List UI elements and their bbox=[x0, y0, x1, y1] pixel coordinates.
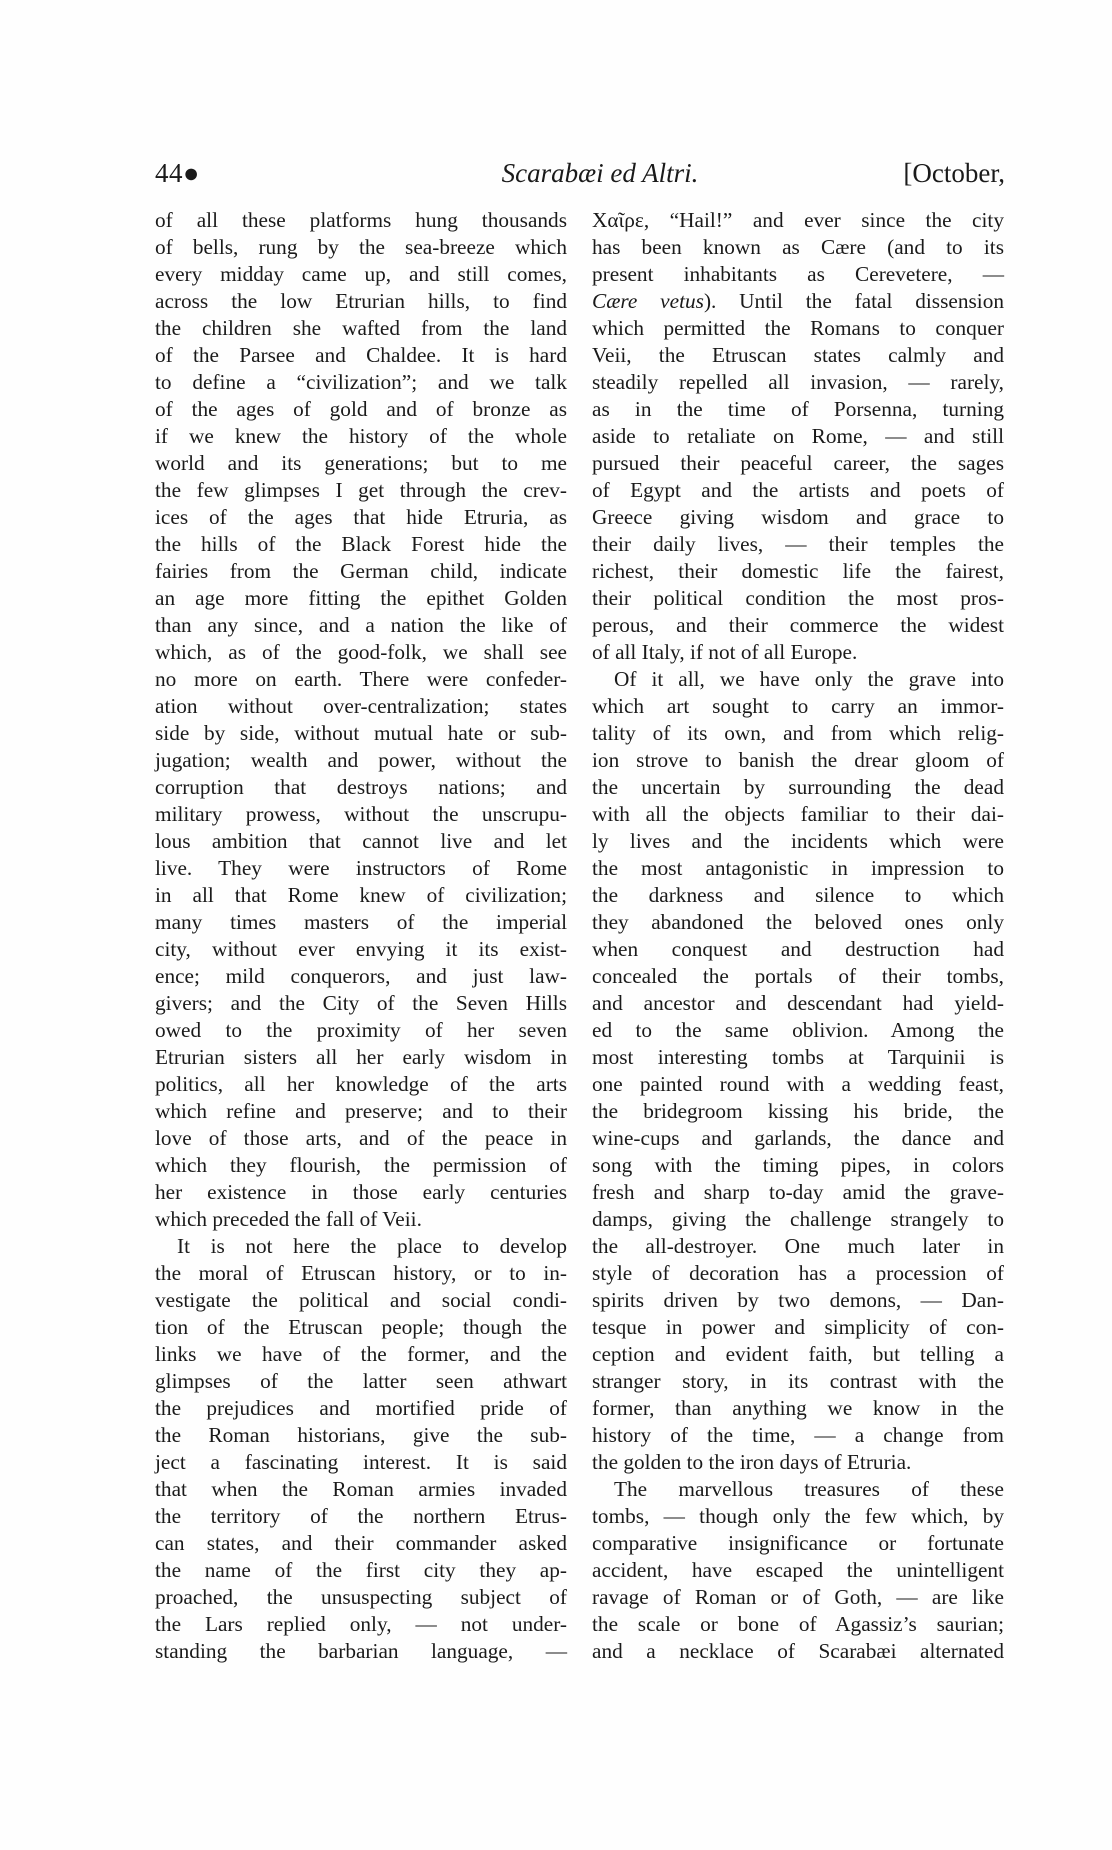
text-line: ly lives and the incidents which were bbox=[592, 829, 1004, 853]
text-line: The marvellous treasures of these bbox=[614, 1477, 1004, 1501]
text-line: givers; and the City of the Seven Hills bbox=[155, 991, 567, 1015]
text-line: former, than anything we know in the bbox=[592, 1396, 1004, 1420]
text-line: damps, giving the challenge strangely to bbox=[592, 1207, 1004, 1231]
text-line: jugation; wealth and power, without the bbox=[155, 748, 567, 772]
text-fragment: ). Until the fatal dissension bbox=[703, 289, 1004, 313]
right-column bbox=[592, 207, 1004, 1665]
text-line: tesque in power and simplicity of con- bbox=[592, 1315, 1004, 1339]
text-line: and ancestor and descendant had yield- bbox=[592, 991, 1004, 1015]
text-line: than any since, and a nation the like of bbox=[155, 613, 567, 637]
text-line: the scale or bone of Agassiz’s saurian; bbox=[592, 1612, 1004, 1636]
page-number: 44● bbox=[155, 158, 200, 188]
text-line: the prejudices and mortified pride of bbox=[155, 1396, 567, 1420]
text-line: the uncertain by surrounding the dead bbox=[592, 775, 1004, 799]
text-line: of the ages of gold and of bronze as bbox=[155, 397, 567, 421]
text-line: song with the timing pipes, in colors bbox=[592, 1153, 1004, 1177]
text-line: the all-destroyer. One much later in bbox=[592, 1234, 1004, 1258]
text-line: present inhabitants as Cerevetere, — bbox=[592, 262, 1004, 286]
text-line: has been known as Cære (and to its bbox=[592, 235, 1004, 259]
text-line: links we have of the former, and the bbox=[155, 1342, 567, 1366]
text-line: politics, all her knowledge of the arts bbox=[155, 1072, 567, 1096]
text-line: the moral of Etruscan history, or to in- bbox=[155, 1261, 567, 1285]
text-line: side by side, without mutual hate or sub- bbox=[155, 721, 567, 745]
text-line: of all Italy, if not of all Europe. bbox=[592, 640, 858, 664]
text-line: the Lars replied only, — not under- bbox=[155, 1612, 567, 1636]
text-line: the hills of the Black Forest hide the bbox=[155, 532, 567, 556]
text-line: Of it all, we have only the grave into bbox=[614, 667, 1004, 691]
text-line: ception and evident faith, but telling a bbox=[592, 1342, 1004, 1366]
text-line: which they flourish, the permission of bbox=[155, 1153, 567, 1177]
text-line: vestigate the political and social condi- bbox=[155, 1288, 567, 1312]
text-line: Etrurian sisters all her early wisdom in bbox=[155, 1045, 567, 1069]
text-line: her existence in those early centuries bbox=[155, 1180, 567, 1204]
text-line: tality of its own, and from which relig- bbox=[592, 721, 1004, 745]
page-header bbox=[155, 158, 1005, 198]
text-line: one painted round with a wedding feast, bbox=[592, 1072, 1004, 1096]
text-line: ject a fascinating interest. It is said bbox=[155, 1450, 567, 1474]
text-line: they abandoned the beloved ones only bbox=[592, 910, 1004, 934]
text-line: of the Parsee and Chaldee. It is hard bbox=[155, 343, 567, 367]
text-line: to define a “civilization”; and we talk bbox=[155, 370, 567, 394]
text-line: proached, the unsuspecting subject of bbox=[155, 1585, 567, 1609]
text-line: the darkness and silence to which bbox=[592, 883, 1004, 907]
text-line: in all that Rome knew of civilization; bbox=[155, 883, 567, 907]
text-line: fairies from the German child, indicate bbox=[155, 559, 567, 583]
text-line: their political condition the most pros- bbox=[592, 586, 1004, 610]
latin-phrase: Cære vetus bbox=[592, 289, 704, 313]
text-line: when conquest and destruction had bbox=[592, 937, 1004, 961]
text-line: glimpses of the latter seen athwart bbox=[155, 1369, 567, 1393]
text-line: which preceded the fall of Veii. bbox=[155, 1207, 422, 1231]
text-line: aside to retaliate on Rome, — and still bbox=[592, 424, 1004, 448]
text-line: if we knew the history of the whole bbox=[155, 424, 567, 448]
text-line: love of those arts, and of the peace in bbox=[155, 1126, 567, 1150]
text-line: military prowess, without the unscrupu- bbox=[155, 802, 567, 826]
text-line: Greece giving wisdom and grace to bbox=[592, 505, 1004, 529]
text-line: comparative insignificance or fortunate bbox=[592, 1531, 1004, 1555]
text-line: tombs, — though only the few which, by bbox=[592, 1504, 1004, 1528]
text-line: the children she wafted from the land bbox=[155, 316, 567, 340]
text-line: as in the time of Porsenna, turning bbox=[592, 397, 1004, 421]
text-line: style of decoration has a procession of bbox=[592, 1261, 1004, 1285]
running-title: Scarabæi ed Altri. bbox=[501, 158, 699, 188]
text-line: which, as of the good-folk, we shall see bbox=[155, 640, 567, 664]
text-line: the most antagonistic in impression to bbox=[592, 856, 1004, 880]
text-line: pursued their peaceful career, the sages bbox=[592, 451, 1004, 475]
text-line: owed to the proximity of her seven bbox=[155, 1018, 567, 1042]
text-line: stranger story, in its contrast with the bbox=[592, 1369, 1004, 1393]
text-line: standing the barbarian language, — bbox=[155, 1639, 567, 1663]
text-line: which art sought to carry an immor- bbox=[592, 694, 1004, 718]
text-line: every midday came up, and still comes, bbox=[155, 262, 567, 286]
text-line: fresh and sharp to-day amid the grave- bbox=[592, 1180, 1004, 1204]
greek-word: Χαῖρε, bbox=[592, 208, 650, 232]
text-line: corruption that destroys nations; and bbox=[155, 775, 567, 799]
text-line: ed to the same oblivion. Among the bbox=[592, 1018, 1004, 1042]
text-line bbox=[592, 288, 1004, 315]
text-line: ion strove to banish the drear gloom of bbox=[592, 748, 1004, 772]
text-line: lous ambition that cannot live and let bbox=[155, 829, 567, 853]
text-line: the name of the first city they ap- bbox=[155, 1558, 567, 1582]
text-line bbox=[592, 207, 1004, 234]
text-line: of all these platforms hung thousands bbox=[155, 208, 567, 232]
text-line: of bells, rung by the sea-breeze which bbox=[155, 235, 567, 259]
text-line: the golden to the iron days of Etruria. bbox=[592, 1450, 912, 1474]
text-line: many times masters of the imperial bbox=[155, 910, 567, 934]
text-line: no more on earth. There were confeder- bbox=[155, 667, 567, 691]
text-line: that when the Roman armies invaded bbox=[155, 1477, 567, 1501]
text-line: city, without ever envying it its exist- bbox=[155, 937, 567, 961]
text-line: the territory of the northern Etrus- bbox=[155, 1504, 567, 1528]
text-line: concealed the portals of their tombs, bbox=[592, 964, 1004, 988]
text-line: the bridegroom kissing his bride, the bbox=[592, 1099, 1004, 1123]
text-line: most interesting tombs at Tarquinii is bbox=[592, 1045, 1004, 1069]
text-line: history of the time, — a change from bbox=[592, 1423, 1004, 1447]
text-line: steadily repelled all invasion, — rarely, bbox=[592, 370, 1004, 394]
text-line: and a necklace of Scarabæi alternated bbox=[592, 1639, 1004, 1663]
text-line: the Roman historians, give the sub- bbox=[155, 1423, 567, 1447]
text-line: live. They were instructors of Rome bbox=[155, 856, 567, 880]
issue-month: [October, bbox=[903, 158, 1005, 188]
text-line: their daily lives, — their temples the bbox=[592, 532, 1004, 556]
text-line: Veii, the Etruscan states calmly and bbox=[592, 343, 1004, 367]
text-line: richest, their domestic life the fairest, bbox=[592, 559, 1004, 583]
text-line: ation without over-centralization; states bbox=[155, 694, 567, 718]
left-column bbox=[155, 207, 567, 1665]
text-line: ices of the ages that hide Etruria, as bbox=[155, 505, 567, 529]
text-line: which refine and preserve; and to their bbox=[155, 1099, 567, 1123]
text-line: which permitted the Romans to conquer bbox=[592, 316, 1004, 340]
text-line: spirits driven by two demons, — Dan- bbox=[592, 1288, 1004, 1312]
text-line: of Egypt and the artists and poets of bbox=[592, 478, 1004, 502]
text-line: accident, have escaped the unintelligent bbox=[592, 1558, 1004, 1582]
text-line: wine-cups and garlands, the dance and bbox=[592, 1126, 1004, 1150]
text-line: perous, and their commerce the widest bbox=[592, 613, 1004, 637]
text-line: tion of the Etruscan people; though the bbox=[155, 1315, 567, 1339]
text-line: an age more fitting the epithet Golden bbox=[155, 586, 567, 610]
text-line: ravage of Roman or of Goth, — are like bbox=[592, 1585, 1004, 1609]
text-line: world and its generations; but to me bbox=[155, 451, 567, 475]
text-line: the few glimpses I get through the crev- bbox=[155, 478, 567, 502]
text-fragment: “Hail!” and ever since the city bbox=[649, 208, 1004, 232]
text-line: across the low Etrurian hills, to find bbox=[155, 289, 567, 313]
text-line: It is not here the place to develop bbox=[177, 1234, 567, 1258]
text-line: can states, and their commander asked bbox=[155, 1531, 567, 1555]
text-line: with all the objects familiar to their dai- bbox=[592, 802, 1004, 826]
text-line: ence; mild conquerors, and just law- bbox=[155, 964, 567, 988]
